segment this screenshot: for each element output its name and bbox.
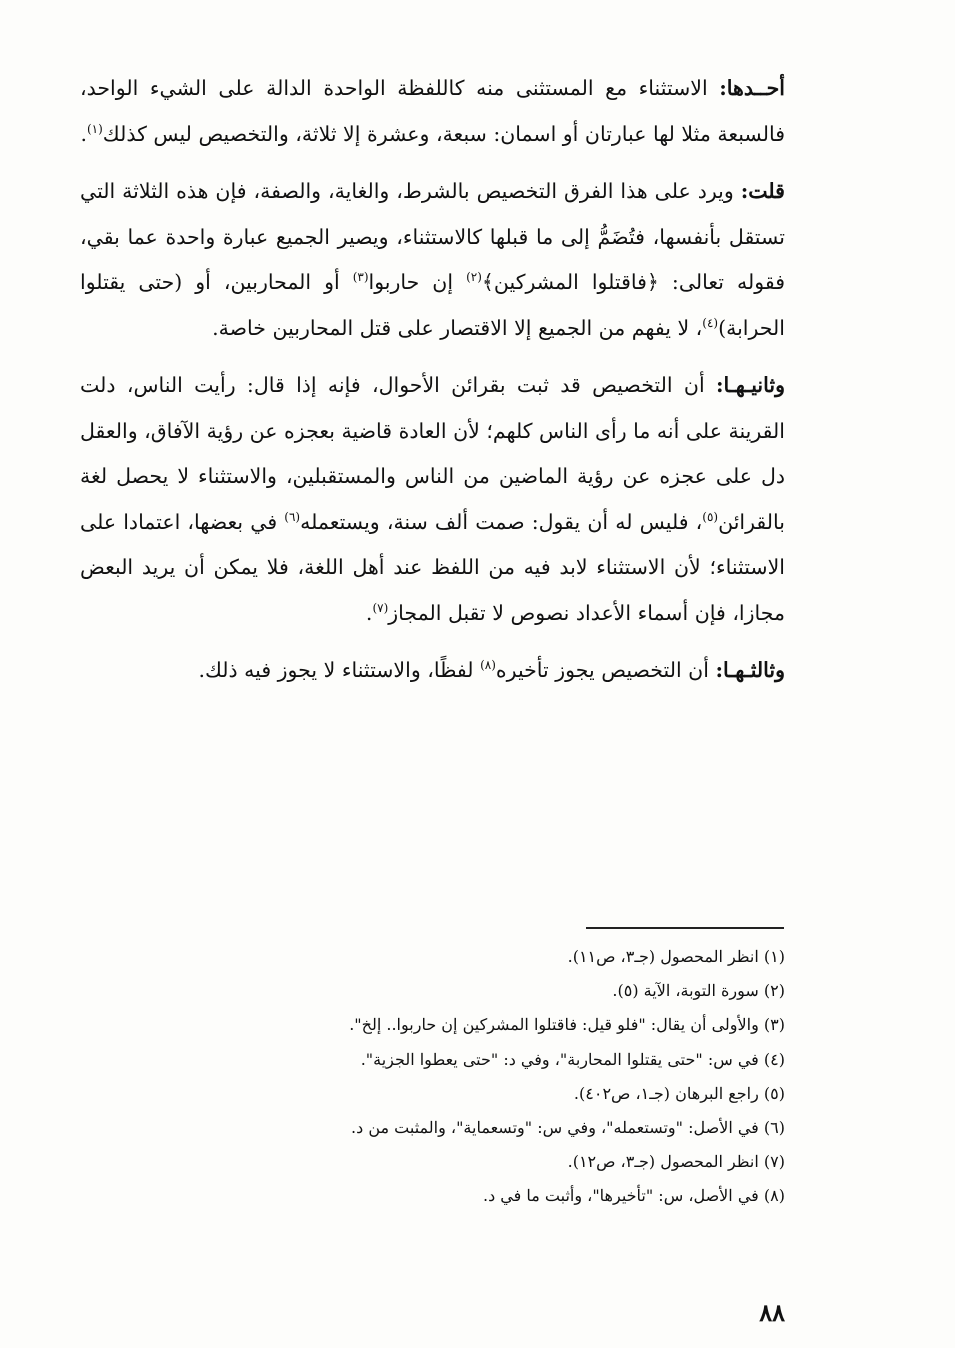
paragraph-lead: أحــدها: <box>719 76 785 100</box>
footnotes <box>180 940 785 1214</box>
footnote-ref: (٤) <box>702 315 719 330</box>
footnote-ref: (٢) <box>466 270 482 284</box>
footnote-ref: (٨) <box>480 658 496 672</box>
paragraph-text: . <box>365 600 373 625</box>
paragraph-text: ، لا يفهم من الجميع إلا الاقتصار على قتل المحاربين خاصة. <box>212 315 703 340</box>
paragraph-lead: وثالثـهـا: <box>715 658 785 682</box>
footnote-separator <box>586 927 784 929</box>
paragraph-text: لفظًا، والاستثناء لا يجوز فيه ذلك. <box>198 658 481 682</box>
footnote: (٧) انظر المحصول (جـ٣، ص١٢). <box>567 1152 785 1172</box>
paragraph <box>80 66 785 157</box>
paragraph <box>80 363 785 636</box>
footnote: (٣) والأولى أن يقال: "فلو قيل: فاقتلوا المشركين إن حاربوا.. إلخ". <box>349 1015 785 1035</box>
footnote: (٦) في الأصل: "وتستعمله"، وفي س: "وتسعماية"، والمثبت من د. <box>351 1118 785 1138</box>
paragraph-text: في بعضها، اعتمادا على الاستثناء؛ لأن الاستثناء لابد فيه من اللفظ عند أهل اللغة، فلا يمكن أن يريد البعض مجازا، فإن أسماء الأعداد نصوص لا تقبل المجاز <box>80 509 785 625</box>
paragraph-text: أن التخصيص يجوز تأخيره <box>495 658 716 682</box>
paragraph-text: . <box>80 121 87 146</box>
paragraph <box>80 169 785 351</box>
footnote-ref: (٣) <box>352 270 369 284</box>
paragraph-text: ويرد على هذا الفرق التخصيص بالشرط، والغاية، والصفة، فإن هذه الثلاثة التي تستقل بأنفسها، فتُضَمُّ إلى ما قبلها كالاستثناء، ويصير الجميع عبارة واحدة عما بقي، فقوله تعالى: ﴿فاقتلوا المشركين﴾ <box>80 179 785 294</box>
paragraph <box>80 648 785 694</box>
paragraph-lead: وثانيـهـا: <box>715 373 785 397</box>
footnote-ref: (١) <box>86 121 103 136</box>
paragraph-text: أو المحاربين، أو (حتى يقتلوا الحرابة) <box>80 270 785 340</box>
paragraph-lead: قلت: <box>740 179 785 203</box>
paragraph-text: أن التخصيص قد ثبت بقرائن الأحوال، فإنه إذا قال: رأيت الناس، دلت القرينة على أنه ما رأى الناس كلهم؛ لأن العادة قاضية بعجزه عن رؤية الآفاق، والعقل دل على عجزه عن رؤية الماضين من الناس والمستقبلين، والاستثناء لا يحصل لغة بالقرائن <box>80 373 785 534</box>
footnote-ref: (٦) <box>284 509 301 524</box>
footnote-ref: (٧) <box>372 600 389 615</box>
footnote: (٥) راجع البرهان (جـ١، ص٤٠٢). <box>573 1083 785 1103</box>
page-number: ٨٨ <box>759 1298 785 1327</box>
paragraph-text: إن حاربوا <box>368 270 467 294</box>
paragraph-text: ، فليس له أن يقول: صمت ألف سنة، ويستعمله <box>300 509 703 534</box>
footnote: (١) انظر المحصول (جـ٣، ص١١). <box>567 947 785 966</box>
footnote: (٢) سورة التوبة، الآية (٥). <box>612 981 785 1001</box>
footnote: (٨) في الأصل، س: "تأخيرها"، وأثبت ما في د. <box>483 1186 785 1206</box>
main-text <box>80 66 785 706</box>
footnote: (٤) في س: "حتى يقتلوا المحاربة"، وفي د: "حتى يعطوا الجزية". <box>360 1049 785 1069</box>
paragraph-text: الاستثناء مع المستثنى منه كاللفظة الواحدة الدالة على الشيء الواحد، فالسبعة مثلا لها عبارتان أو اسمان: سبعة، وعشرة إلا ثلاثة، والتخصيص ليس كذلك <box>80 76 785 146</box>
footnote-ref: (٥) <box>702 509 719 524</box>
